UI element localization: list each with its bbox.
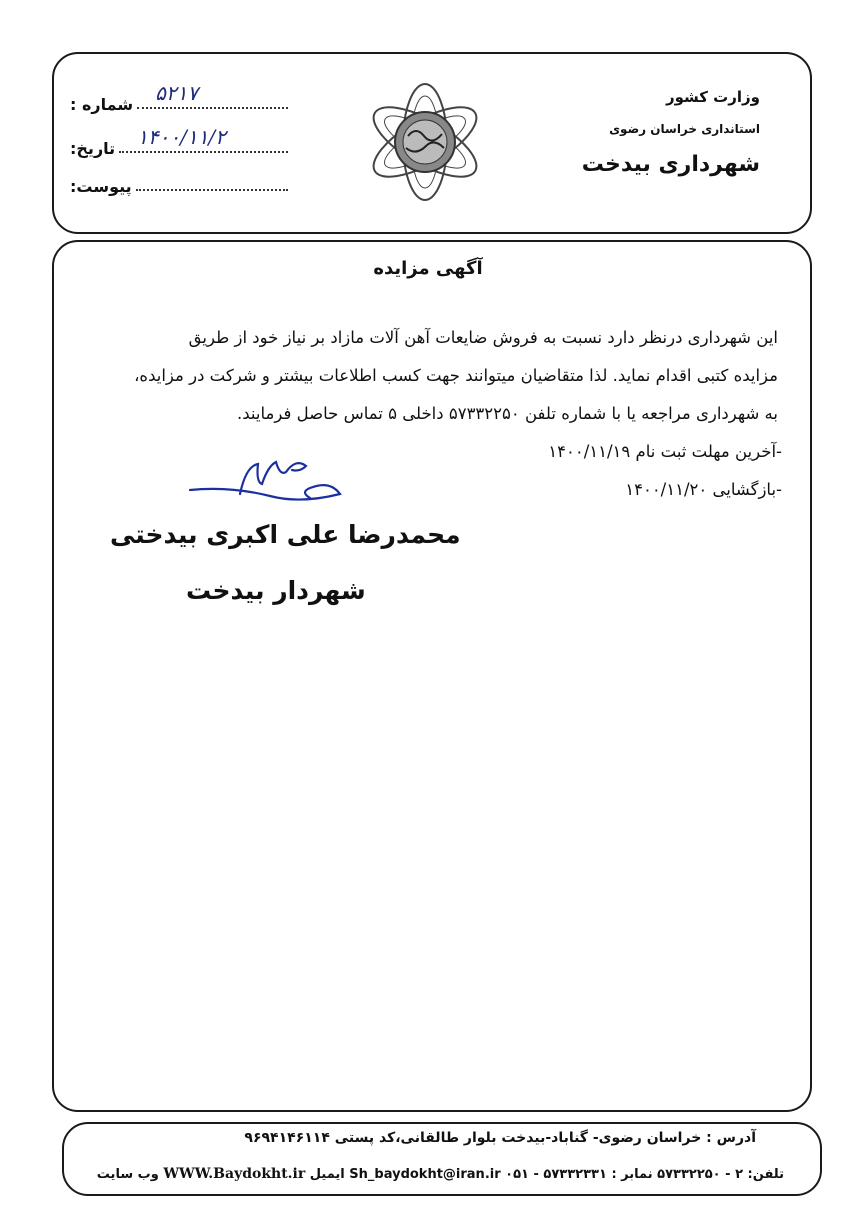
notice-line: مزایده کتبی اقدام نماید. لذا متقاضیان میتوانند جهت کسب اطلاعات بیشتر و شرکت در مزایده،	[134, 366, 778, 385]
date-label: تاریخ:	[70, 139, 116, 158]
emblem-seal-icon	[360, 72, 490, 212]
phone-label: تلفن:	[747, 1167, 784, 1182]
footer-address: آدرس : خراسان رضوی- گناباد-بیدخت بلوار طالقانی،کد پستی ۹۶۹۴۱۴۶۱۱۴	[244, 1130, 756, 1146]
email-address[interactable]: Sh_baydokht@iran.ir	[349, 1167, 501, 1182]
signature-icon	[180, 448, 360, 518]
phone-number: ۲ - ۵۷۳۳۲۲۵۰	[657, 1167, 744, 1182]
notice-line: به شهرداری مراجعه یا با شماره تلفن ۵۷۳۳۲۲۵۰ داخلی ۵ تماس حاصل فرمایند.	[237, 404, 778, 423]
signer-name: محمدرضا علی اکبری بیدختی	[110, 520, 461, 549]
letter-date-row	[70, 125, 290, 158]
fax-label: نمابر :	[611, 1167, 653, 1182]
governorate-name: استانداری خراسان رضوی	[609, 122, 760, 136]
number-value: ۵۲۱۷	[155, 81, 199, 105]
date-value: ۱۴۰۰/۱۱/۲	[137, 125, 226, 149]
registration-deadline: -آخرین مهلت ثبت نام ۱۴۰۰/۱۱/۱۹	[548, 442, 782, 461]
website-label: وب سایت	[96, 1167, 159, 1182]
fax-number: ۵۷۳۳۲۳۳۱ - ۰۵۱	[505, 1167, 607, 1182]
ministry-name: وزارت کشور	[665, 88, 760, 106]
footer-contact	[97, 1166, 784, 1182]
notice-title: آگهی مزایده	[373, 258, 483, 279]
attachment-row	[70, 168, 290, 196]
email-label: ایمیل	[309, 1167, 345, 1182]
date-field	[119, 125, 288, 153]
notice-line: این شهرداری درنظر دارد نسبت به فروش ضایعات آهن آلات مازاد بر نیاز خود از طریق	[188, 328, 778, 347]
attachment-field	[136, 189, 288, 191]
signer-title: شهردار بیدخت	[186, 576, 366, 605]
letter-number-row	[70, 81, 290, 114]
opening-date: -بازگشایی ۱۴۰۰/۱۱/۲۰	[625, 480, 782, 499]
attachment-label: پیوست:	[70, 177, 132, 196]
website-link[interactable]: WWW.Baydokht.ir	[163, 1166, 306, 1182]
number-label: شماره :	[70, 95, 134, 114]
number-field	[137, 81, 288, 109]
municipality-name: شهرداری بیدخت	[581, 152, 760, 177]
